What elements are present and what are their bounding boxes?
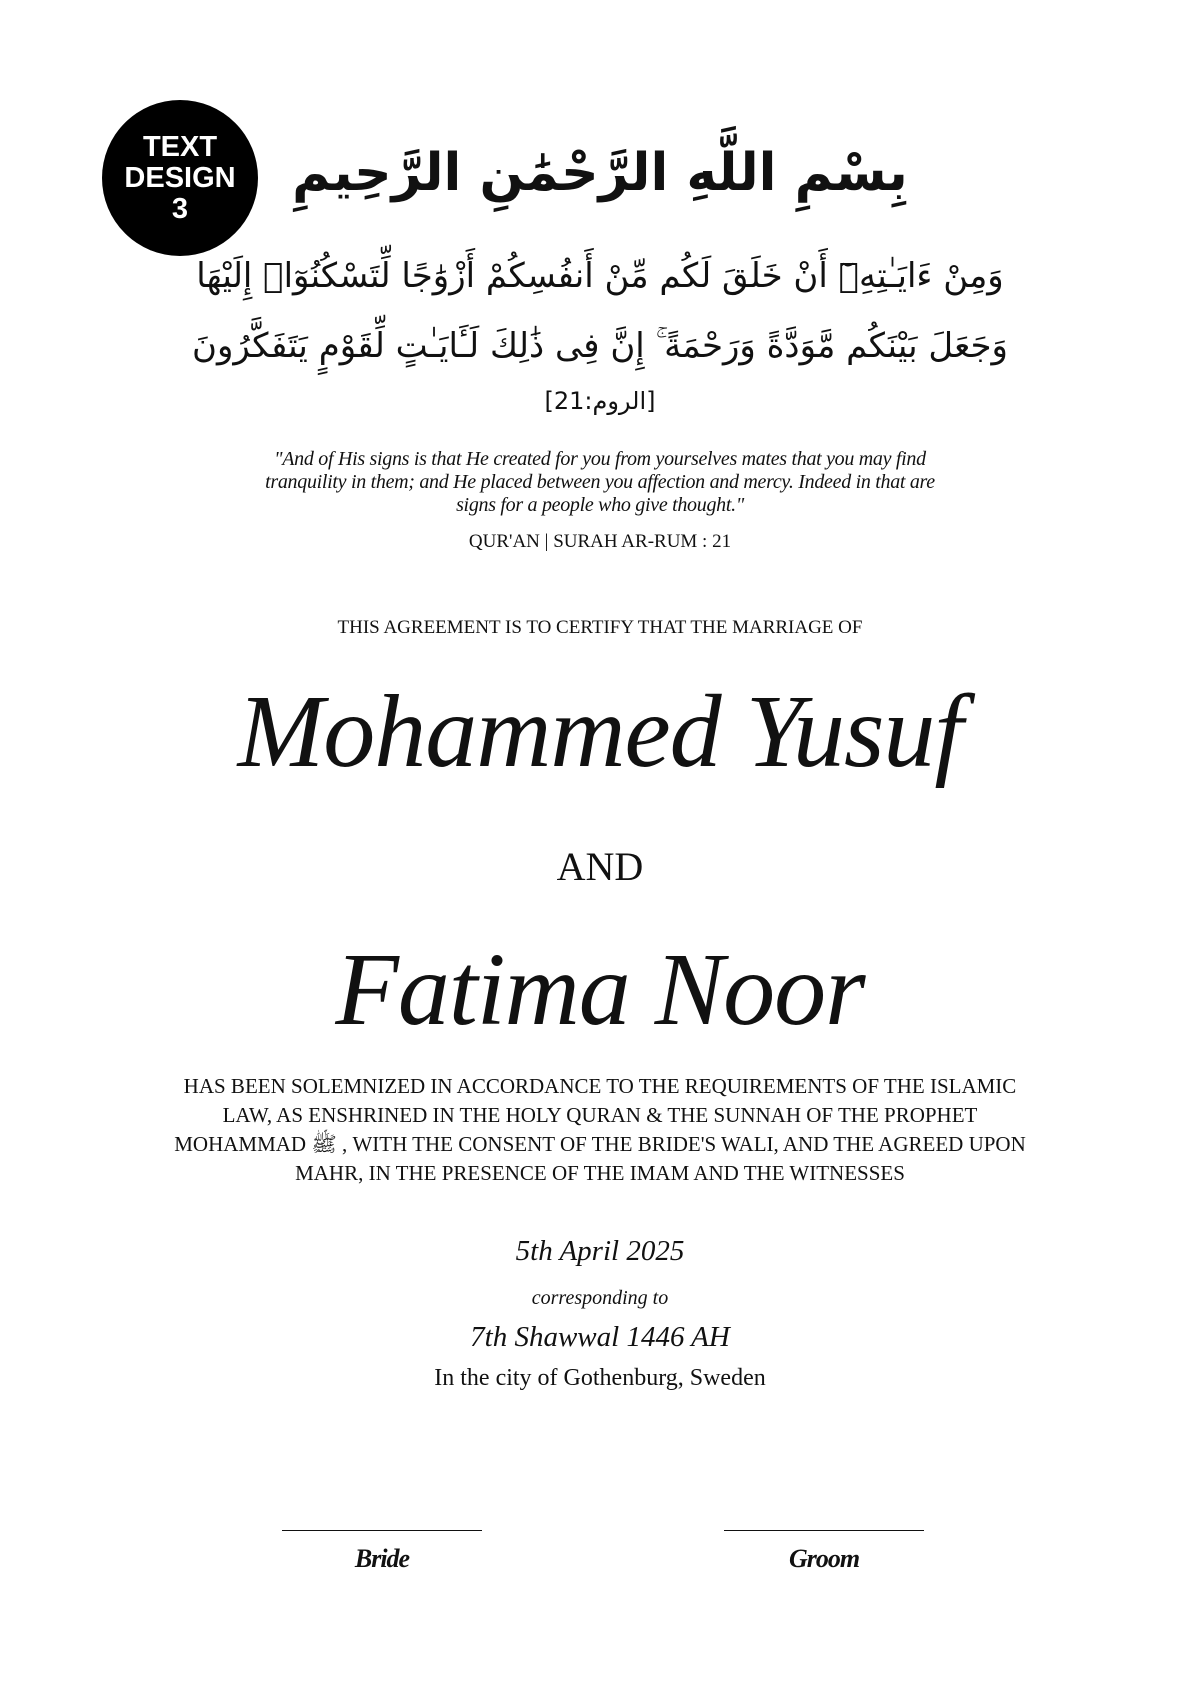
corresponding-to-label: corresponding to: [531, 1287, 669, 1309]
verse-reference: [الروم:21]: [544, 387, 656, 415]
bride-signature-label: Bride: [354, 1544, 410, 1573]
badge-line-3: 3: [171, 192, 189, 225]
gregorian-date: 5th April 2025: [515, 1235, 685, 1267]
verse-translation: "And of His signs is that He created for you from yourselves mates that you may find tranquility in them; and He placed between you affection and mercy. Indeed in that are signs for a people who give thought.": [265, 448, 935, 516]
solemnization-statement: HAS BEEN SOLEMNIZED IN ACCORDANCE TO THE REQUIREMENTS OF THE ISLAMIC LAW, AS ENSHRINED IN THE HOLY QURAN & THE SUNNAH OF THE PROPHET MOHAMMAD ﷺ , WITH THE CONSENT OF THE BRIDE'S WALI, AND THE AGREED UPON MAHR, IN THE PRESENCE OF THE IMAM AND THE WITNESSES: [174, 1074, 1026, 1185]
groom-signature-block: [724, 1530, 924, 1575]
groom-signature-label: Groom: [788, 1544, 860, 1573]
hijri-date: 7th Shawwal 1446 AH: [470, 1321, 730, 1353]
verse-arabic-line-1: وَمِنْ ءَايَـٰتِهِۦٓ أَنْ خَلَقَ لَكُم مِّنْ أَنفُسِكُمْ أَزْوَٰجًا لِّتَسْكُنُوٓا۟ إِلَيْهَا: [196, 256, 1004, 296]
bride-signature-block: [282, 1530, 482, 1575]
bismillah-calligraphy: بِسْمِ اللَّهِ الرَّحْمَٰنِ الرَّحِيمِ: [292, 143, 908, 203]
badge-line-2: DESIGN: [124, 161, 236, 194]
bride-name: Fatima Noor: [335, 932, 865, 1047]
conjunction-and: AND: [556, 844, 644, 889]
groom-name: Mohammed Yusuf: [237, 674, 963, 789]
groom-signature-line: [724, 1530, 924, 1531]
badge-line-1: TEXT: [142, 130, 218, 163]
ceremony-location: In the city of Gothenburg, Sweden: [434, 1365, 766, 1391]
verse-source: QUR'AN | SURAH AR-RUM : 21: [468, 531, 732, 552]
bride-signature-line: [282, 1530, 482, 1531]
verse-arabic-line-2: وَجَعَلَ بَيْنَكُم مَّوَدَّةً وَرَحْمَةً ۚ إِنَّ فِى ذَٰلِكَ لَـَٔايَـٰتٍ لِّقَوْمٍ يَتَفَكَّرُونَ: [192, 326, 1008, 366]
certificate-intro: THIS AGREEMENT IS TO CERTIFY THAT THE MARRIAGE OF: [337, 617, 863, 638]
